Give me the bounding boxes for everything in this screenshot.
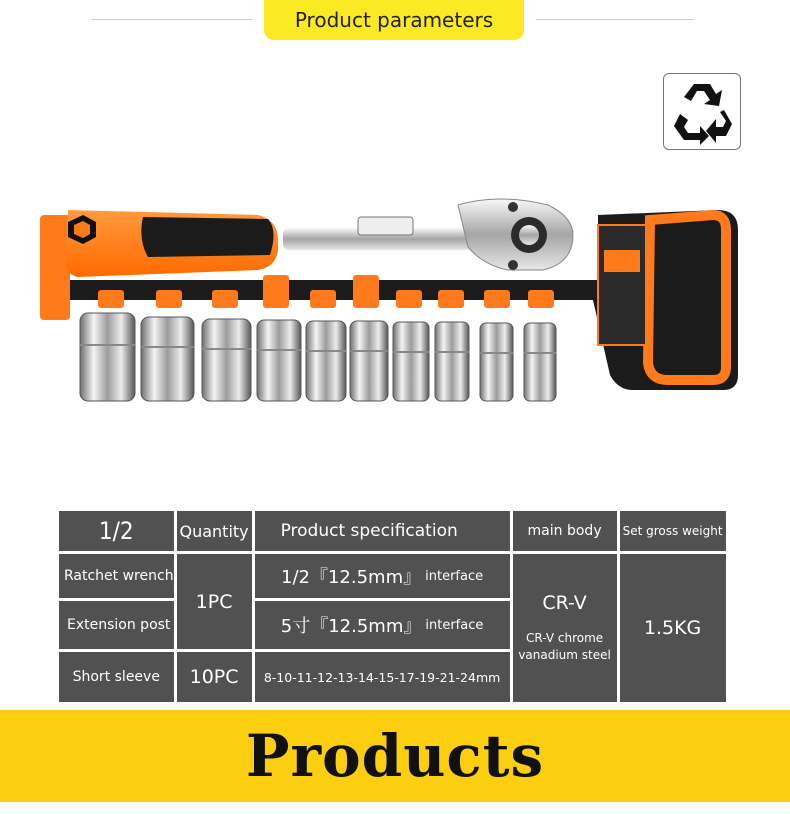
header-spec-cell: [255, 511, 510, 551]
row-spec-suffix: interface: [425, 617, 484, 633]
table-header-row: [59, 511, 726, 551]
qty-merged-cell: [177, 554, 252, 649]
material-sub: CR-V chrome vanadium steel: [518, 631, 611, 662]
row-spec-cell: [255, 601, 510, 649]
row-spec-cell: [255, 554, 510, 598]
header-line-left: [92, 19, 252, 20]
product-photo: [38, 195, 743, 410]
row-qty: 10PC: [189, 666, 239, 688]
row-name-cell: [59, 601, 174, 649]
header-size: 1/2: [98, 517, 134, 545]
row-qty-cell: [177, 652, 252, 702]
qty-merged: 1PC: [195, 590, 233, 613]
row-name-cell: [59, 554, 174, 598]
row-spec-main: 8-10-11-12-13-14-15-17-19-21-24mm: [263, 669, 501, 685]
header-spec: Product specification: [280, 521, 458, 541]
row-spec-main: 5寸『12.5mm』: [280, 616, 422, 637]
header-body: main body: [527, 523, 602, 539]
products-banner: [0, 710, 790, 802]
header-weight: Set gross weight: [622, 524, 723, 538]
section-title-text: Product parameters: [294, 8, 494, 32]
header-quantity-cell: [177, 511, 252, 551]
weight-value: 1.5KG: [643, 617, 702, 639]
table-row: [59, 554, 726, 598]
row-name: Ratchet wrench: [64, 568, 174, 584]
row-spec-cell: [255, 652, 510, 702]
row-name: Extension post: [67, 617, 171, 633]
row-name-cell: [59, 652, 174, 702]
row-name: Short sleeve: [72, 669, 160, 685]
material-cell: [513, 554, 617, 702]
row-spec-suffix: interface: [425, 568, 484, 584]
row-spec-main: 1/2『12.5mm』: [281, 567, 422, 588]
products-banner-text: Products: [245, 722, 545, 790]
recycle-icon: [664, 74, 740, 149]
spec-table: [56, 508, 729, 705]
section-title: [264, 0, 524, 40]
header-line-right: [536, 19, 694, 20]
recycle-badge: [663, 73, 741, 150]
header-body-cell: [513, 511, 617, 551]
header-size-cell: [59, 511, 174, 551]
header-weight-cell: [620, 511, 726, 551]
material-value: CR-V: [542, 592, 587, 614]
header-quantity: Quantity: [179, 521, 249, 541]
weight-cell: [620, 554, 726, 702]
